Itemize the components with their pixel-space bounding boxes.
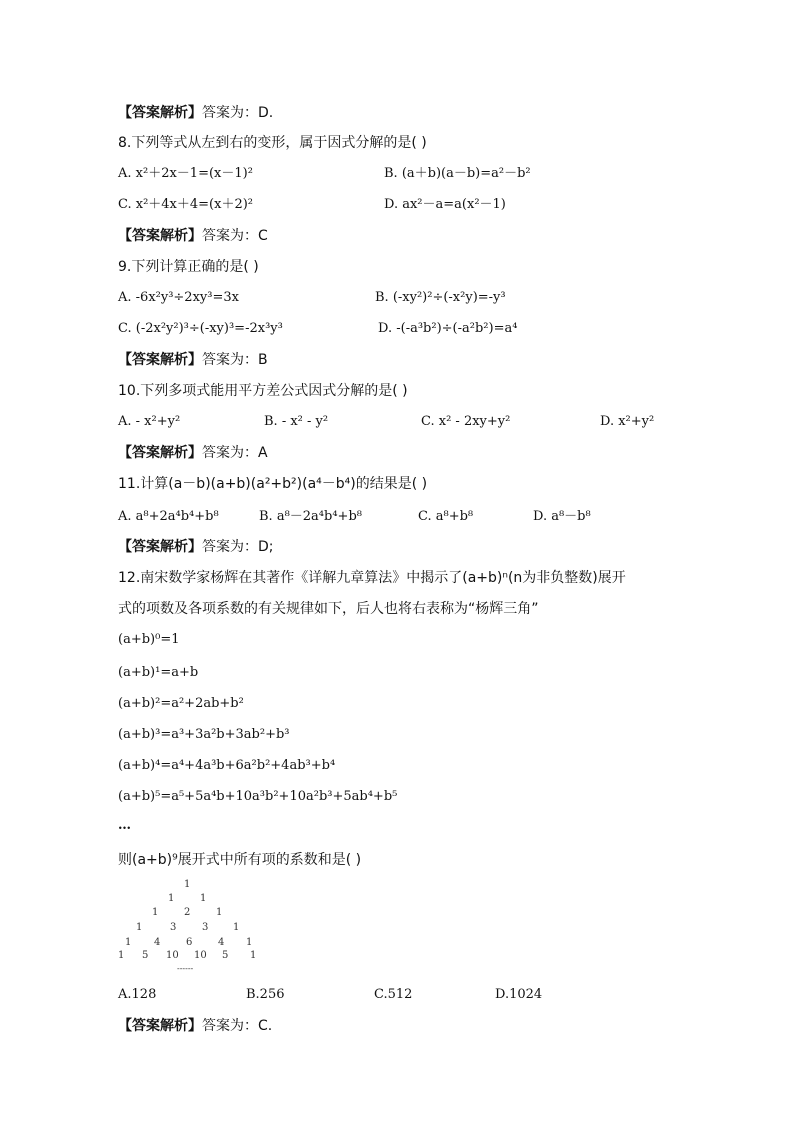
q8-option-b: B. (a＋b)(a－b)=a²－b² [384,166,531,181]
answer-line [118,350,268,370]
triangle-number: 5 [142,950,149,961]
triangle-number: 1 [246,937,253,948]
expansion-formula: (a+b)³=a³+3a²b+3ab²+b³ [118,727,290,742]
triangle-number: 1 [125,937,132,948]
triangle-number: 4 [154,937,161,948]
answer-label: 【答案解析】 [118,228,202,244]
triangle-number: 10 [194,950,207,961]
triangle-number: 1 [118,950,125,961]
q10-option-b: B. - x² - y² [264,414,329,429]
answer-line [118,226,268,246]
q9-option-c: C. (-2x²y²)³÷(-xy)³=-2x³y³ [118,321,283,336]
answer-label: 【答案解析】 [118,539,202,555]
answer-text: 答案为：D; [202,539,274,555]
triangle-number: 1 [168,893,175,904]
q8-option-c: C. x²＋4x＋4=(x＋2)² [118,197,254,212]
answer-text: 答案为：B [202,352,268,368]
triangle-number: 1 [200,893,207,904]
expansion-formula: (a+b)²=a²+2ab+b² [118,696,244,711]
question-12-line-1: 12.南宋数学家杨辉在其著作《详解九章算法》中揭示了(a+b)ⁿ(n为非负整数)展开 [118,570,626,586]
triangle-continuation: ------ [177,964,194,973]
answer-label: 【答案解析】 [118,105,202,121]
question-9: 9.下列计算正确的是( ) [118,259,259,275]
q11-option-d: D. a⁸－b⁸ [533,509,591,524]
q12-option-d: D.1024 [495,987,543,1002]
q9-option-d: D. -(-a³b²)÷(-a²b²)=a⁴ [378,321,518,336]
q11-option-c: C. a⁸+b⁸ [418,509,474,524]
q12-option-c: C.512 [374,987,413,1002]
triangle-number: 6 [186,937,193,948]
expansion-formula: (a+b)⁰=1 [118,632,180,647]
answer-text: 答案为：A [202,445,268,461]
q11-option-b: B. a⁸－2a⁴b⁴+b⁸ [259,509,362,524]
q10-option-c: C. x² - 2xy+y² [421,414,511,429]
answer-label: 【答案解析】 [118,445,202,461]
q12-option-a: A.128 [118,987,157,1002]
triangle-number: 4 [218,937,225,948]
q11-option-a: A. a⁸+2a⁴b⁴+b⁸ [118,509,219,524]
triangle-number: 3 [202,922,209,933]
q8-option-d: D. ax²－a=a(x²－1) [384,197,506,212]
triangle-number: 1 [250,950,257,961]
question-8: 8.下列等式从左到右的变形，属于因式分解的是( ) [118,135,427,151]
triangle-number: 1 [152,907,159,918]
triangle-number: 10 [166,950,179,961]
question-11: 11.计算(a－b)(a+b)(a²+b²)(a⁴－b⁴)的结果是( ) [118,476,428,492]
question-10: 10.下列多项式能用平方差公式因式分解的是( ) [118,383,408,399]
q8-option-a: A. x²＋2x－1=(x－1)² [118,166,253,181]
expansion-formula: (a+b)¹=a+b [118,665,199,680]
q9-option-b: B. (-xy²)²÷(-x²y)=-y³ [375,290,506,305]
answer-label: 【答案解析】 [118,352,202,368]
triangle-number: 1 [216,907,223,918]
answer-text: 答案为：C [202,228,268,244]
q10-option-a: A. - x²+y² [118,414,181,429]
triangle-number: 5 [222,950,229,961]
answer-line [118,103,273,123]
question-12-line-2: 式的项数及各项系数的有关规律如下，后人也将右表称为“杨辉三角” [118,601,539,617]
q9-option-a: A. -6x²y³÷2xy³=3x [118,290,239,305]
expansion-formula: (a+b)⁴=a⁴+4a³b+6a²b²+4ab³+b⁴ [118,758,336,773]
triangle-number: 3 [170,922,177,933]
triangle-number: 1 [233,922,240,933]
answer-line [118,443,268,463]
answer-line [118,537,274,557]
q12-option-b: B.256 [246,987,285,1002]
ellipsis: … [118,818,131,833]
triangle-number: 1 [136,922,143,933]
answer-text: 答案为：C. [202,1018,273,1034]
question-12-tail: 则(a+b)⁹展开式中所有项的系数和是( ) [118,852,362,868]
expansion-formula: (a+b)⁵=a⁵+5a⁴b+10a³b²+10a²b³+5ab⁴+b⁵ [118,789,398,804]
answer-text: 答案为：D. [202,105,274,121]
triangle-number: 1 [184,879,191,890]
triangle-number: 2 [184,907,191,918]
answer-label: 【答案解析】 [118,1018,202,1034]
q10-option-d: D. x²+y² [600,414,655,429]
answer-line [118,1016,272,1036]
